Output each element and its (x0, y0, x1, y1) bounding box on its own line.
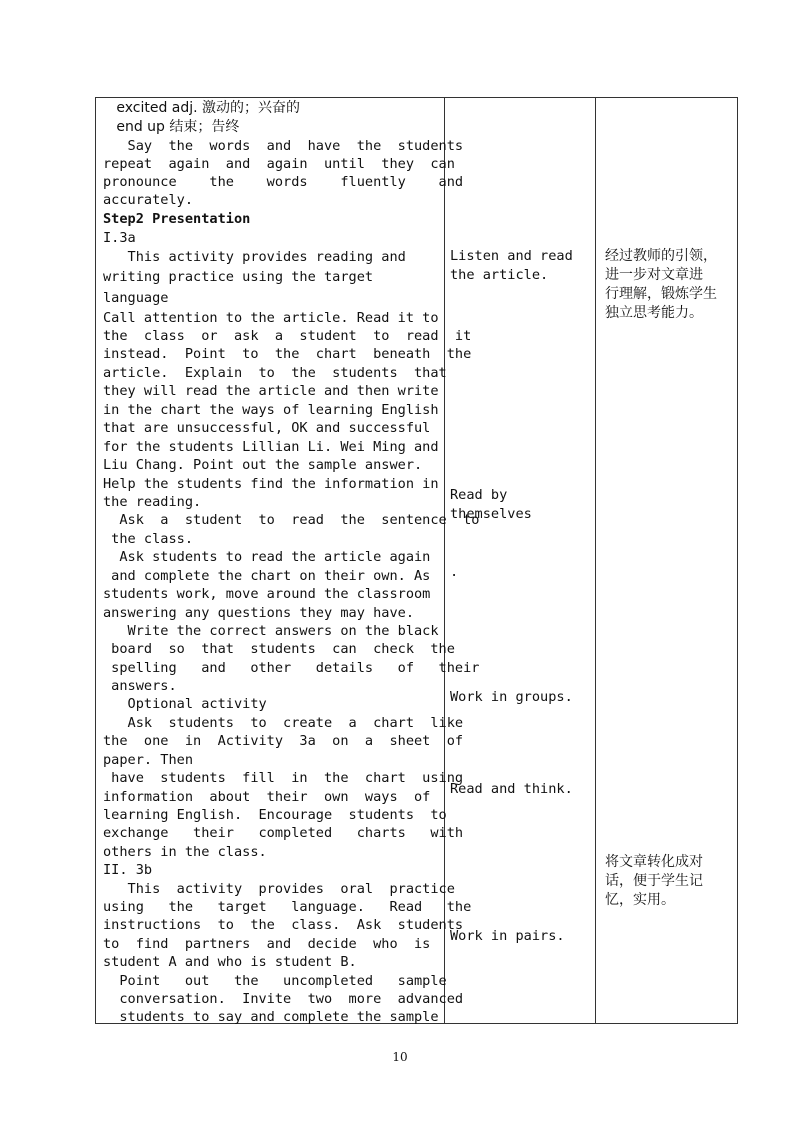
text-line: Ask students to read the article again (103, 549, 431, 565)
purpose-text: 行理解，锻炼学生 (605, 286, 717, 302)
text-line: students work, move around the classroom (103, 586, 431, 602)
text-line: board so that students can check the (103, 641, 455, 657)
text-line: writing practice using the target (103, 269, 374, 285)
activity-text: Read and think. (450, 781, 573, 797)
text-line: language (103, 290, 169, 306)
text-line: answering any questions they may have. (103, 605, 414, 621)
purpose-text: 将文章转化成对 (605, 854, 703, 870)
activity-text: Read by (450, 487, 508, 503)
text-line: answers. (103, 678, 177, 694)
text-line: Say the words and have the students (103, 138, 464, 154)
text-line: accurately. (103, 192, 194, 208)
text-line: Help the students find the information in (103, 476, 439, 492)
text-line: exchange their completed charts with (103, 825, 464, 841)
text-line: to find partners and decide who is (103, 936, 431, 952)
text-line: Optional activity (103, 696, 267, 712)
page-number: 10 (392, 1050, 408, 1064)
text-line: I.3a (103, 230, 136, 246)
text-line: instead. Point to the chart beneath the (103, 346, 472, 362)
text-line: in the chart the ways of learning English (103, 402, 439, 418)
text-line: information about their own ways of (103, 789, 431, 805)
text-line: conversation. Invite two more advanced (103, 991, 464, 1007)
text-line: Liu Chang. Point out the sample answer. (103, 457, 423, 473)
text-line: for the students Lillian Li. Wei Ming and (103, 439, 439, 455)
section-heading: Step2 Presentation (103, 211, 251, 227)
purpose-text: 话，便于学生记 (605, 873, 703, 889)
text-line: learning English. Encourage students to (103, 807, 447, 823)
text-line: This activity provides oral practice (103, 881, 455, 897)
text-line: II. 3b (103, 862, 153, 878)
text-line: article. Explain to the students that (103, 365, 447, 381)
text-line: using the target language. Read the (103, 899, 472, 915)
text-line: Point out the uncompleted sample (103, 973, 447, 989)
text-line: Write the correct answers on the black (103, 623, 439, 639)
purpose-text: 经过教师的引领， (605, 248, 717, 264)
activity-text: the article. (450, 267, 549, 283)
text-line: This activity provides reading and (103, 249, 406, 265)
text-line: end up 结束；告终 (103, 119, 240, 135)
text-line: Ask a student to read the sentence to (103, 512, 480, 528)
column-divider (595, 98, 596, 1023)
text-line: the class or ask a student to read it (103, 328, 472, 344)
text-line: others in the class. (103, 844, 267, 860)
text-line: Ask students to create a chart like (103, 715, 464, 731)
activity-text: Work in pairs. (450, 928, 565, 944)
text-line: and complete the chart on their own. As (103, 568, 431, 584)
text-line: they will read the article and then write (103, 383, 439, 399)
text-line: the one in Activity 3a on a sheet of (103, 733, 464, 749)
text-line: Call attention to the article. Read it to (103, 310, 439, 326)
text-line: paper. Then (103, 752, 194, 768)
text-line: excited adj. 激动的；兴奋的 (103, 100, 301, 116)
activity-text: . (450, 564, 459, 580)
text-line: spelling and other details of their (103, 660, 480, 676)
purpose-text: 忆，实用。 (605, 892, 675, 908)
purpose-text: 独立思考能力。 (605, 305, 703, 321)
activity-text: themselves (450, 506, 532, 522)
text-line: student A and who is student B. (103, 954, 357, 970)
text-line: the reading. (103, 494, 202, 510)
text-line: the class. (103, 531, 194, 547)
activity-text: Listen and read (450, 248, 573, 264)
text-line: students to say and complete the sample (103, 1009, 439, 1025)
text-line: have students fill in the chart using (103, 770, 464, 786)
lesson-table (95, 97, 738, 1024)
text-line: pronounce the words fluently and (103, 174, 464, 190)
text-line: repeat again and again until they can (103, 156, 455, 172)
text-line: that are unsuccessful, OK and successful (103, 420, 431, 436)
activity-text: Work in groups. (450, 689, 573, 705)
purpose-text: 进一步对文章进 (605, 267, 703, 283)
text-line: instructions to the class. Ask students (103, 917, 464, 933)
